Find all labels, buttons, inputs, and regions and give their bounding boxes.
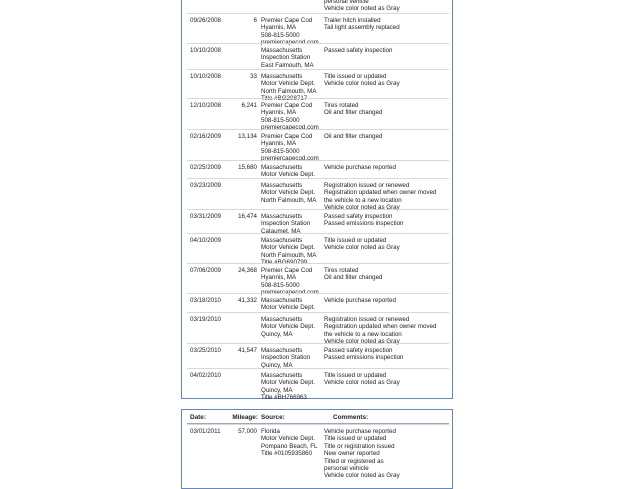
- date-cell: 12/10/2008: [190, 102, 221, 109]
- source-line: Motor Vehicle Dept.: [261, 80, 315, 88]
- table-row: [187, 343, 449, 369]
- source-line: Title #BG208717: [261, 95, 308, 103]
- source-line: Premier Cape Cod: [261, 102, 313, 109]
- source-cell: [261, 164, 315, 179]
- date-cell: 07/06/2009: [190, 267, 221, 274]
- comment-line: Passed emissions inspection: [324, 220, 404, 228]
- source-line: Massachusetts: [261, 316, 303, 323]
- comment-line: Trailer hitch installed: [324, 17, 381, 24]
- header-comments: Comments:: [333, 414, 369, 421]
- source-line: North Falmouth, MA: [261, 196, 317, 204]
- table-row: [187, 98, 449, 130]
- source-line: Premier Cape Cod: [261, 133, 313, 140]
- comment-line: Title issued or updated: [324, 435, 387, 443]
- comment-cell: [324, 164, 396, 171]
- source-line: Quincy, MA: [261, 330, 293, 338]
- comment-cell: [324, 0, 400, 13]
- table-row: [187, 293, 449, 313]
- history-panel-owner-2: [181, 409, 453, 489]
- comment-line: Vehicle color noted as Gray: [324, 379, 400, 387]
- comment-line: Passed safety inspection: [324, 213, 393, 220]
- comment-cell: [324, 182, 436, 212]
- source-line: Massachusetts: [261, 47, 303, 54]
- date-cell: 09/26/2008: [190, 17, 221, 24]
- date-cell: 03/01/2011: [190, 428, 221, 435]
- source-line: Title #BH766963: [261, 394, 307, 402]
- comment-line: Passed safety inspection: [324, 47, 393, 54]
- source-line: Motor Vehicle Dept.: [261, 323, 315, 331]
- date-cell: 04/10/2009: [190, 237, 221, 244]
- table-row: [187, 312, 449, 344]
- source-line: Hyannis, MA: [261, 140, 297, 148]
- date-cell: 03/19/2010: [190, 316, 221, 323]
- comment-line: Registration updated when owner moved: [324, 189, 437, 197]
- source-line: Massachusetts: [261, 347, 303, 354]
- comment-line: Registration issued or renewed: [324, 316, 410, 323]
- history-panel-owner-1: [181, 0, 453, 402]
- source-line: Massachusetts: [261, 213, 303, 220]
- table-header: [187, 413, 449, 423]
- header-source: Source:: [261, 414, 285, 421]
- source-line: Quincy, MA: [261, 386, 293, 394]
- comment-line: Vehicle color noted as Gray: [324, 472, 400, 480]
- source-line: East Falmouth, MA: [261, 61, 314, 69]
- comment-line: Vehicle color noted as Gray: [324, 80, 400, 88]
- comment-cell: [324, 316, 436, 346]
- comment-cell: [324, 347, 403, 362]
- source-line: Title #0105935860: [261, 450, 313, 458]
- comment-cell: [324, 372, 400, 387]
- source-line: Motor Vehicle Dept.: [261, 379, 315, 387]
- date-cell: 02/25/2009: [190, 164, 221, 171]
- top-partial-row: [187, 0, 449, 12]
- comment-line: personal vehicle: [324, 465, 369, 473]
- date-cell: 02/16/2009: [190, 133, 221, 140]
- source-line: North Falmouth, MA: [261, 87, 317, 95]
- source-line: premiercapecod.com: [261, 124, 319, 132]
- source-line: Motor Vehicle Dept.: [261, 171, 315, 179]
- source-cell: [261, 133, 319, 163]
- date-cell: 03/31/2009: [190, 213, 221, 220]
- comment-cell: [324, 17, 400, 32]
- source-line: Massachusetts: [261, 237, 303, 244]
- table-row: [187, 160, 449, 179]
- source-cell: [261, 47, 314, 69]
- comment-cell: [324, 237, 400, 252]
- source-line: Massachusetts: [261, 182, 303, 189]
- table-row: [187, 424, 449, 487]
- comment-line: Oil and filter changed: [324, 133, 383, 140]
- source-line: Pompano Beach, FL: [261, 442, 318, 450]
- comment-line: Tail light assembly replaced: [324, 24, 400, 32]
- table-row: [187, 233, 449, 267]
- source-line: Premier Cape Cod: [261, 17, 313, 24]
- source-line: Motor Vehicle Dept.: [261, 304, 315, 312]
- comment-line: New owner reported: [324, 450, 380, 458]
- source-line: Florida: [261, 428, 280, 435]
- source-cell: [261, 297, 315, 312]
- source-line: Premier Cape Cod: [261, 267, 313, 274]
- mileage-cell: 15,680: [238, 164, 257, 171]
- source-cell: [261, 372, 315, 402]
- source-line: Massachusetts: [261, 372, 303, 379]
- comment-line: Registration issued or renewed: [324, 182, 410, 189]
- comment-line: Title or registration issued: [324, 442, 395, 450]
- comment-line: Registration updated when owner moved: [324, 323, 437, 331]
- source-line: Hyannis, MA: [261, 274, 297, 282]
- source-cell: [261, 316, 315, 338]
- source-line: 508-815-5000: [261, 147, 300, 155]
- source-line: 508-815-5000: [261, 281, 300, 289]
- comment-line: Tires rotated: [324, 102, 359, 109]
- source-line: premiercapecod.com: [261, 289, 319, 297]
- source-line: Massachusetts: [261, 164, 303, 171]
- mileage-cell: 24,368: [238, 267, 257, 274]
- date-cell: 04/02/2010: [190, 372, 221, 379]
- mileage-cell: 57,000: [238, 428, 257, 435]
- mileage-cell: 6: [253, 17, 257, 24]
- table-row: [187, 69, 449, 103]
- table-row: [187, 209, 449, 234]
- comment-line: Vehicle purchase reported: [324, 428, 396, 435]
- source-line: Massachusetts: [261, 73, 303, 80]
- source-line: Cataumet, MA: [261, 227, 301, 235]
- table-row: [187, 368, 449, 402]
- date-cell: 10/10/2008: [190, 47, 221, 54]
- source-line: Hyannis, MA: [261, 24, 297, 32]
- comment-cell: [324, 73, 400, 88]
- comment-line: Title issued or updated: [324, 73, 387, 80]
- comment-line: Titled or registered as: [324, 457, 384, 465]
- comment-line: Vehicle color noted as Gray: [324, 5, 400, 13]
- comment-cell: [324, 267, 382, 282]
- source-line: premiercapecod.com: [261, 39, 319, 47]
- date-cell: 03/25/2010: [190, 347, 221, 354]
- header-mileage: Mileage:: [232, 414, 258, 421]
- mileage-cell: 41,547: [238, 347, 257, 354]
- date-cell: 10/10/2008: [190, 73, 221, 80]
- source-line: 508-815-5000: [261, 116, 300, 124]
- comment-line: the vehicle to a new location: [324, 330, 402, 338]
- source-cell: [261, 347, 310, 369]
- source-line: North Falmouth, MA: [261, 251, 317, 259]
- comment-line: Title issued or updated: [324, 237, 387, 244]
- comment-line: Passed emissions inspection: [324, 354, 404, 362]
- comment-line: Vehicle purchase reported: [324, 297, 396, 304]
- source-line: premiercapecod.com: [261, 155, 319, 163]
- comment-cell: [324, 102, 382, 117]
- source-cell: [261, 213, 310, 235]
- source-cell: [261, 182, 316, 204]
- source-line: 508-815-5000: [261, 31, 300, 39]
- mileage-cell: 41,332: [238, 297, 257, 304]
- table-row: [187, 263, 449, 297]
- comment-line: Vehicle color noted as Gray: [324, 244, 400, 252]
- comment-line: the vehicle to a new location: [324, 196, 402, 204]
- comment-cell: [324, 133, 382, 140]
- mileage-cell: 6,241: [241, 102, 257, 109]
- comment-line: Oil and filter changed: [324, 274, 383, 282]
- date-cell: 03/23/2009: [190, 182, 221, 189]
- source-line: Hyannis, MA: [261, 109, 297, 117]
- source-line: Massachusetts: [261, 297, 303, 304]
- source-line: Motor Vehicle Dept.: [261, 435, 315, 443]
- comment-cell: [324, 47, 392, 54]
- table-row: [187, 129, 449, 161]
- mileage-cell: 16,474: [238, 213, 257, 220]
- comment-line: Tires rotated: [324, 267, 359, 274]
- mileage-cell: 33: [250, 73, 257, 80]
- source-line: Motor Vehicle Dept.: [261, 189, 315, 197]
- comment-cell: [324, 213, 403, 228]
- source-line: Quincy, MA: [261, 361, 293, 369]
- comment-line: Vehicle color noted as Gray: [324, 204, 400, 212]
- source-line: Motor Vehicle Dept.: [261, 244, 315, 252]
- comment-cell: [324, 297, 396, 304]
- comment-line: Vehicle purchase reported: [324, 164, 396, 171]
- table-row: [187, 43, 449, 70]
- source-line: Inspection Station: [261, 220, 311, 228]
- table-row: [187, 13, 449, 47]
- source-cell: [261, 102, 319, 132]
- source-line: Inspection Station: [261, 54, 311, 62]
- comment-line: Title issued or updated: [324, 372, 387, 379]
- header-date: Date:: [190, 414, 206, 421]
- comment-line: Oil and filter changed: [324, 109, 383, 117]
- comment-cell: [324, 428, 400, 480]
- mileage-cell: 13,134: [238, 133, 257, 140]
- comment-line: personal vehicle: [324, 0, 369, 5]
- table-row: [187, 178, 449, 210]
- source-line: Title #BG690799: [261, 259, 308, 267]
- source-line: Inspection Station: [261, 354, 311, 362]
- date-cell: 03/18/2010: [190, 297, 221, 304]
- comment-line: Vehicle color noted as Gray: [324, 338, 400, 346]
- source-cell: [261, 428, 317, 458]
- comment-line: Passed safety inspection: [324, 347, 393, 354]
